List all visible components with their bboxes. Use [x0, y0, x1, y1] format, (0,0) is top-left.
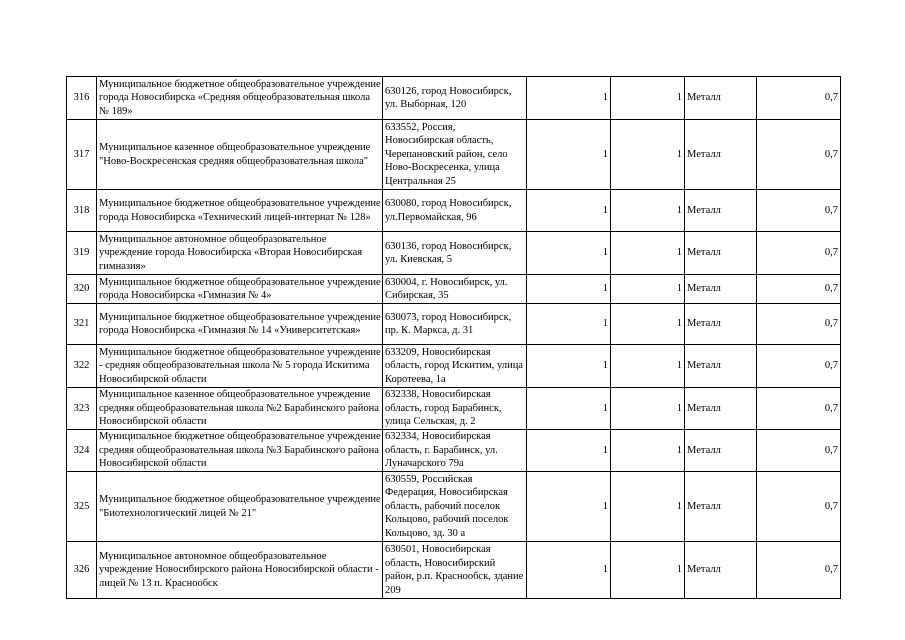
- material: Металл: [685, 388, 757, 430]
- volume-value: 0,7: [757, 275, 841, 304]
- table-row: [67, 345, 841, 388]
- table-row: [67, 542, 841, 599]
- institution-name: Муниципальное казенное общеобразовательное учреждение "Ново-Воскресенская средняя общеобразовательная школа": [97, 120, 383, 190]
- material: Металл: [685, 77, 757, 120]
- quantity-1: 1: [527, 388, 611, 430]
- institution-address: 632338, Новосибирская область, город Барабинск, улица Сельская, д. 2: [383, 388, 527, 430]
- volume-value: 0,7: [757, 430, 841, 472]
- table-row: [67, 275, 841, 304]
- row-number: 324: [67, 430, 97, 472]
- institution-name: Муниципальное автономное общеобразовательное учреждение города Новосибирска «Вторая Новосибирская гимназия»: [97, 232, 383, 275]
- material: Металл: [685, 542, 757, 599]
- volume-value: 0,7: [757, 120, 841, 190]
- volume-value: 0,7: [757, 77, 841, 120]
- table-row: [67, 120, 841, 190]
- row-number: 321: [67, 304, 97, 345]
- institution-address: 630559, Российская Федерация, Новосибирская область, рабочий поселок Кольцово, рабочий поселок Кольцово, зд. 30 а: [383, 472, 527, 542]
- quantity-1: 1: [527, 232, 611, 275]
- quantity-2: 1: [611, 388, 685, 430]
- quantity-2: 1: [611, 190, 685, 232]
- table-row: [67, 77, 841, 120]
- institution-address: 632334, Новосибирская область, г. Барабинск, ул. Луначарского 79а: [383, 430, 527, 472]
- institution-name: Муниципальное бюджетное общеобразовательное учреждение города Новосибирска «Гимназия № 4»: [97, 275, 383, 304]
- material: Металл: [685, 120, 757, 190]
- institution-address: 630080, город Новосибирск, ул.Первомайская, 96: [383, 190, 527, 232]
- quantity-2: 1: [611, 345, 685, 388]
- quantity-1: 1: [527, 275, 611, 304]
- institution-name: Муниципальное бюджетное общеобразовательное учреждение города Новосибирска «Технический лицей-интернат № 128»: [97, 190, 383, 232]
- row-number: 325: [67, 472, 97, 542]
- row-number: 326: [67, 542, 97, 599]
- volume-value: 0,7: [757, 542, 841, 599]
- quantity-2: 1: [611, 77, 685, 120]
- institution-address: 630126, город Новосибирск, ул. Выборная, 120: [383, 77, 527, 120]
- material: Металл: [685, 430, 757, 472]
- institution-address: 630004, г. Новосибирск, ул. Сибирская, 35: [383, 275, 527, 304]
- registry-table: [66, 76, 841, 599]
- volume-value: 0,7: [757, 472, 841, 542]
- volume-value: 0,7: [757, 190, 841, 232]
- institution-name: Муниципальное бюджетное общеобразовательное учреждение города Новосибирска «Гимназия № 14 «Университетская»: [97, 304, 383, 345]
- quantity-2: 1: [611, 232, 685, 275]
- quantity-2: 1: [611, 542, 685, 599]
- quantity-2: 1: [611, 472, 685, 542]
- material: Металл: [685, 345, 757, 388]
- institution-address: 633552, Россия, Новосибирская область, Черепановский район, село Ново-Воскресенка, улица Центральная 25: [383, 120, 527, 190]
- quantity-1: 1: [527, 542, 611, 599]
- institution-name: Муниципальное бюджетное общеобразовательное учреждение средняя общеобразовательная школа №3 Барабинского района Новосибирской области: [97, 430, 383, 472]
- quantity-1: 1: [527, 190, 611, 232]
- material: Металл: [685, 190, 757, 232]
- row-number: 319: [67, 232, 97, 275]
- volume-value: 0,7: [757, 345, 841, 388]
- volume-value: 0,7: [757, 388, 841, 430]
- quantity-1: 1: [527, 472, 611, 542]
- material: Металл: [685, 304, 757, 345]
- row-number: 322: [67, 345, 97, 388]
- institution-address: 630073, город Новосибирск, пр. К. Маркса, д. 31: [383, 304, 527, 345]
- material: Металл: [685, 275, 757, 304]
- table-row: [67, 430, 841, 472]
- institution-address: 630136, город Новосибирск, ул. Киевская, 5: [383, 232, 527, 275]
- institution-name: Муниципальное казенное общеобразовательное учреждение средняя общеобразовательная школа №2 Барабинского района Новосибирской области: [97, 388, 383, 430]
- table-row: [67, 190, 841, 232]
- volume-value: 0,7: [757, 304, 841, 345]
- volume-value: 0,7: [757, 232, 841, 275]
- quantity-2: 1: [611, 120, 685, 190]
- material: Металл: [685, 472, 757, 542]
- table-row: [67, 304, 841, 345]
- row-number: 317: [67, 120, 97, 190]
- row-number: 320: [67, 275, 97, 304]
- quantity-1: 1: [527, 304, 611, 345]
- row-number: 323: [67, 388, 97, 430]
- institution-name: Муниципальное автономное общеобразовательное учреждение Новосибирского района Новосибирской области - лицей № 13 п. Краснообск: [97, 542, 383, 599]
- quantity-1: 1: [527, 120, 611, 190]
- quantity-2: 1: [611, 430, 685, 472]
- table-row: [67, 388, 841, 430]
- table-row: [67, 232, 841, 275]
- row-number: 318: [67, 190, 97, 232]
- quantity-1: 1: [527, 77, 611, 120]
- institution-name: Муниципальное бюджетное общеобразовательное учреждение города Новосибирска «Средняя общеобразовательная школа № 189»: [97, 77, 383, 120]
- institution-name: Муниципальное бюджетное общеобразовательное учреждение - средняя общеобразовательная школа № 5 города Искитима Новосибирской области: [97, 345, 383, 388]
- institution-name: Муниципальное бюджетное общеобразовательное учреждение "Биотехнологический лицей № 21": [97, 472, 383, 542]
- quantity-2: 1: [611, 304, 685, 345]
- institution-address: 630501, Новосибирская область, Новосибирский район, р.п. Краснообск, здание 209: [383, 542, 527, 599]
- quantity-1: 1: [527, 430, 611, 472]
- institution-address: 633209, Новосибирская область, город Искитим, улица Коротеева, 1а: [383, 345, 527, 388]
- row-number: 316: [67, 77, 97, 120]
- quantity-2: 1: [611, 275, 685, 304]
- material: Металл: [685, 232, 757, 275]
- quantity-1: 1: [527, 345, 611, 388]
- table-row: [67, 472, 841, 542]
